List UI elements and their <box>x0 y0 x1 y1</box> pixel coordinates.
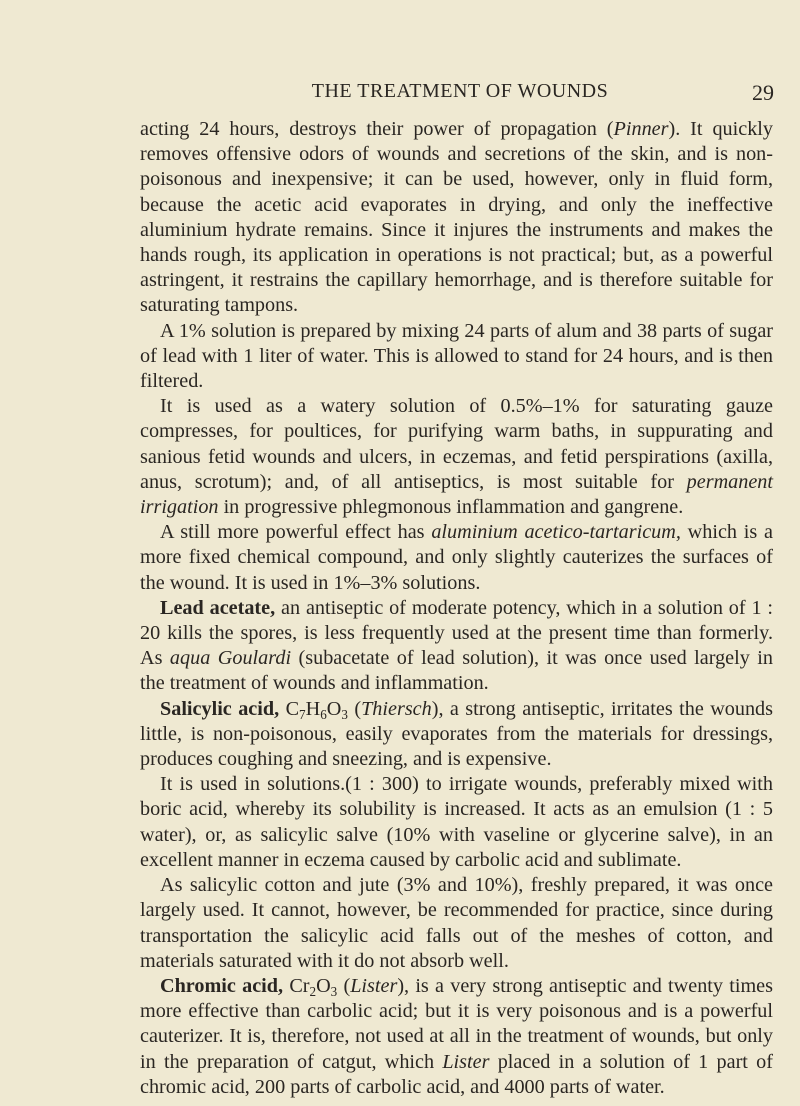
text-run: ( <box>347 697 362 720</box>
formula-part: C <box>285 697 300 720</box>
paragraph: It is used in solutions.(1 : 300) to irrigate wounds, preferably mixed with boric acid, whereby its solubility is increased. It acts as an emulsion (1 : 5 water), or, as salicylic salve (10% with vaseline or glycerine salve), in an excellent manner in eczema caused by carbolic acid and sublimate. <box>140 773 773 871</box>
running-head: THE TREATMENT OF WOUNDS <box>311 80 609 102</box>
text-run: in progressive phlegmonous inflammation and gangrene. <box>218 496 684 519</box>
formula-subscript: 3 <box>341 706 348 722</box>
text-run: It is used as a watery solution of 0.5%–1% for saturating gauze compresses, for poultices, for purifying warm baths, in suppurating and sanious fetid wounds and ulcers, in eczemas, and fetid perspirations (axilla, anus, scrotum); and, of all antiseptics, is most suitable for <box>140 395 773 493</box>
term-heading: Salicylic acid, <box>160 697 280 720</box>
text-run: A still more powerful effect has <box>160 521 432 544</box>
citation-pinner: Pinner <box>613 118 669 140</box>
text-run: ), is a very strong antiseptic and twenty times more effective than carbolic acid; but it is very poisonous and is a powerful cauterizer. It is, therefore, not used at all in the treatment of wounds, but only in the preparation of catgut, which <box>140 974 773 1073</box>
paragraph <box>140 394 773 520</box>
formula-subscript: 2 <box>309 983 317 999</box>
paragraph <box>140 697 773 773</box>
text-run: which is a more fixed chemical compound, and only slightly cauterizes the surfaces of the wound. It is used in 1%–3% solutions. <box>140 521 773 594</box>
text-run: placed in a solution of 1 part of chromic acid, 200 parts of carbolic acid, and 4000 parts of water. <box>140 1050 773 1098</box>
citation-lister: Lister <box>442 1050 490 1073</box>
formula-part: O <box>326 697 342 720</box>
chemical-formula <box>289 975 337 997</box>
text-run: an antiseptic of moderate potency, which in a solution of 1 : 20 kills the spores, is less frequently used at the present time than formerly. As <box>140 596 773 670</box>
emphasis: permanent irrigation <box>140 470 773 519</box>
citation-thiersch: Thiersch <box>361 697 432 720</box>
paragraph <box>140 117 773 319</box>
emphasis: aluminium acetico-tartaricum, <box>431 521 681 544</box>
formula-subscript: 7 <box>299 706 306 722</box>
text-run: ). It quickly removes offensive odors of wounds and secretions of the skin, and is non-poisonous and inexpensive; it can be used, however, only in fluid form, because the acetic acid evaporates in drying, and only the ineffective aluminium hydrate remains. Since it injures the instruments and makes the hands rough, its application in operations is not practical; but, as a powerful astringent, it restrains the capillary hemorrhage, and is therefore suitable for saturating tampons. <box>140 118 773 317</box>
formula-part: H <box>305 697 321 720</box>
text-run: ( <box>337 974 351 997</box>
body-text <box>140 117 773 1100</box>
text-run: acting 24 hours, destroys their power of propagation ( <box>140 118 614 140</box>
text-run: (subacetate of lead solution), it was once used largely in the treatment of wounds and inflammation. <box>140 647 774 695</box>
paragraph: A 1% solution is prepared by mixing 24 parts of alum and 38 parts of sugar of lead with 1 liter of water. This is allowed to stand for 24 hours, and is then filtered. <box>140 319 773 393</box>
paragraph <box>140 974 773 1100</box>
paragraph <box>140 596 773 697</box>
chemical-formula <box>286 698 348 720</box>
paragraph: As salicylic cotton and jute (3% and 10%), freshly prepared, it was once largely used. It cannot, however, be recommended for practice, since during transportation the salicylic acid falls out of the meshes of cotton, and materials saturated with it do not absorb well. <box>140 874 773 972</box>
term-heading: Lead acetate, <box>160 596 276 619</box>
citation-lister: Lister <box>350 974 398 997</box>
page-header <box>140 80 780 110</box>
term-heading: Chromic acid, <box>160 974 284 997</box>
formula-part: Cr <box>289 974 310 997</box>
page-number: 29 <box>752 80 774 105</box>
formula-subscript: 6 <box>320 706 327 722</box>
text-run: ), a strong antiseptic, irritates the wounds little, is non-poisonous, easily evaporates from the materials for dressings, produces coughing and sneezing, and is expensive. <box>140 697 774 771</box>
formula-subscript: 3 <box>330 983 338 999</box>
formula-part: O <box>316 974 331 997</box>
emphasis: aqua Goulardi <box>169 647 292 670</box>
paragraph <box>140 520 773 596</box>
